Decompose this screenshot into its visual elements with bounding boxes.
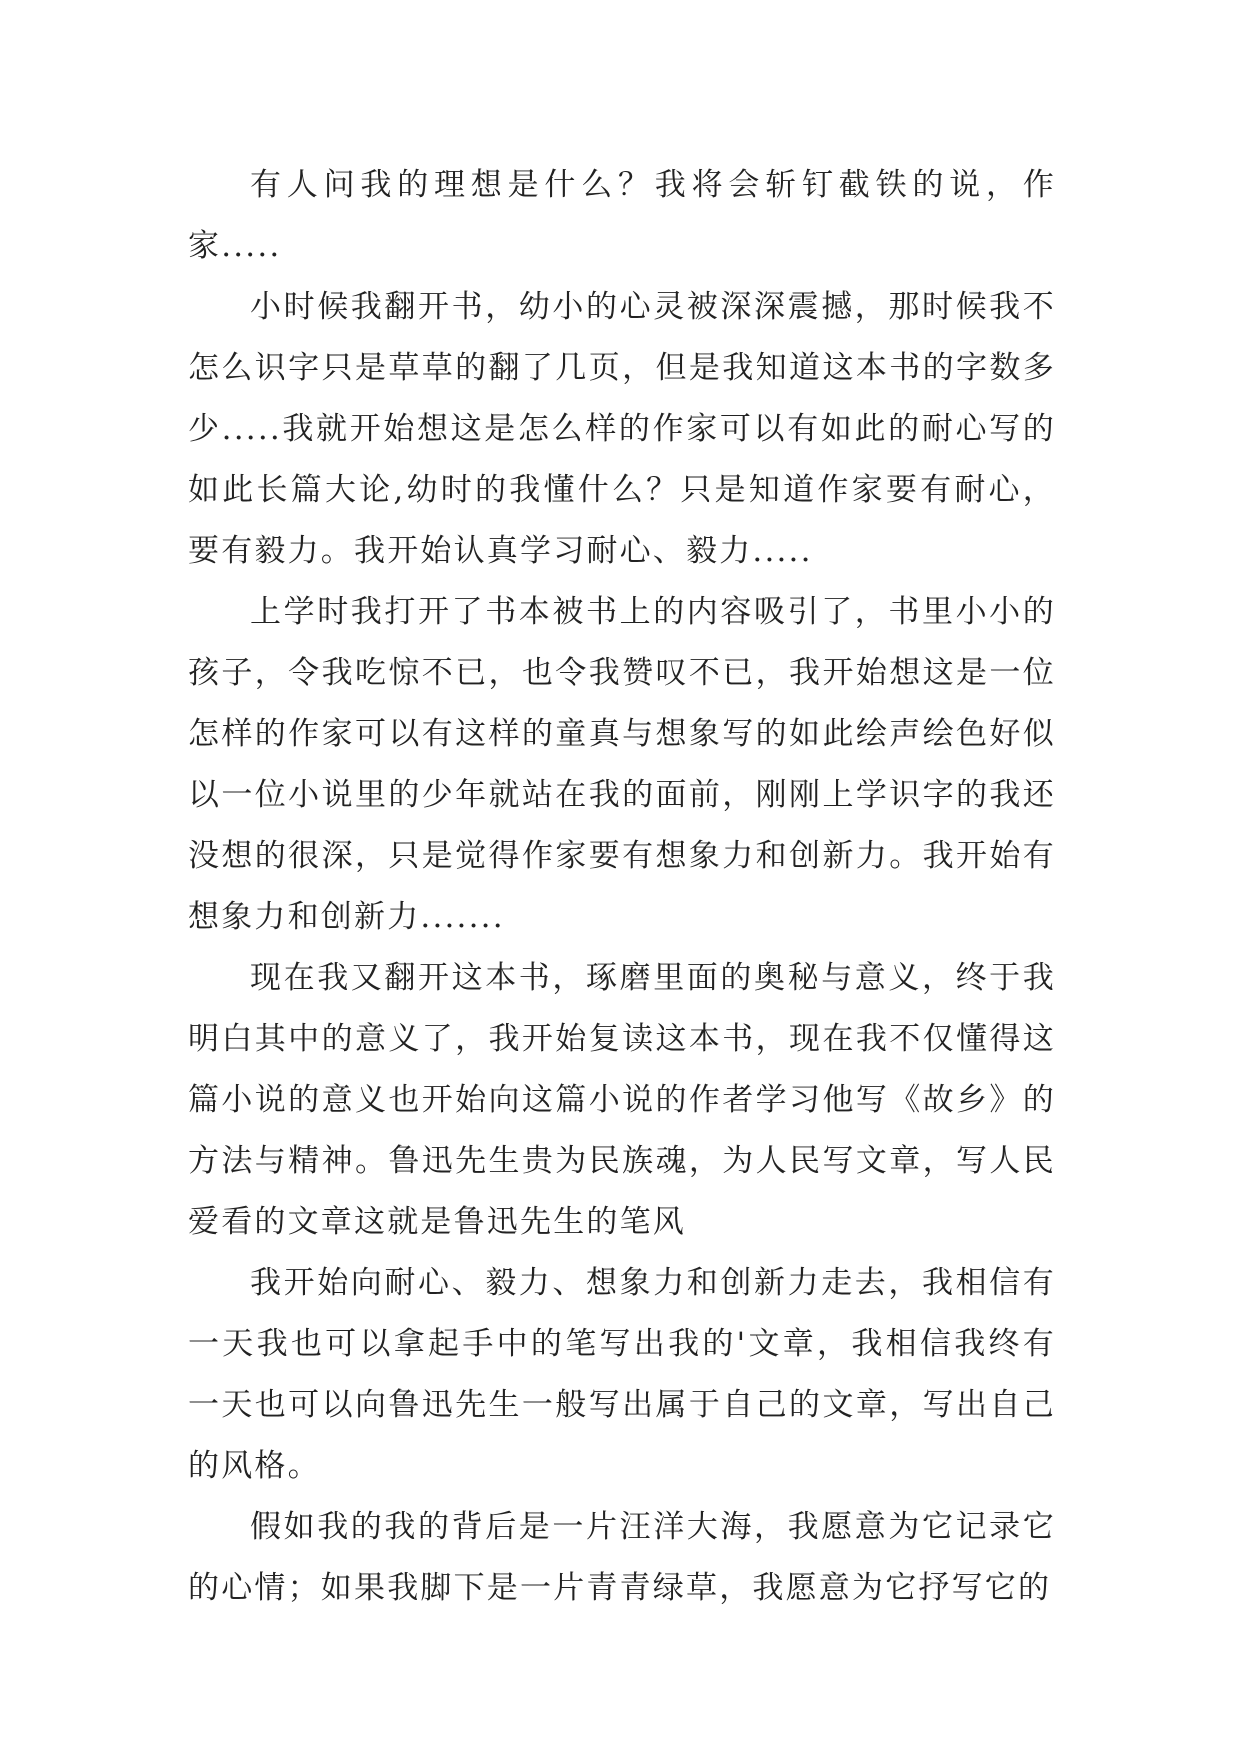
paragraph-2: 小时候我翻开书，幼小的心灵被深深震撼，那时候我不怎么识字只是草草的翻了几页，但是我知道这本书的字数多少.....我就开始想这是怎么样的作家可以有如此的耐心写的如此长篇大论,幼时的我懂什么？只是知道作家要有耐心，要有毅力。我开始认真学习耐心、毅力..... [188, 289, 1056, 569]
paragraph-3: 上学时我打开了书本被书上的内容吸引了，书里小小的孩子，令我吃惊不已，也令我赞叹不已，我开始想这是一位怎样的作家可以有这样的童真与想象写的如此绘声绘色好似以一位小说里的少年就站在我的面前，刚刚上学识字的我还没想的很深，只是觉得作家要有想象力和创新力。我开始有想象力和创新力....... [188, 594, 1056, 935]
paragraph-4: 现在我又翻开这本书，琢磨里面的奥秘与意义，终于我明白其中的意义了，我开始复读这本书，现在我不仅懂得这篇小说的意义也开始向这篇小说的作者学习他写《故乡》的方法与精神。鲁迅先生贵为民族魂，为人民写文章，写人民爱看的文章这就是鲁迅先生的笔风 [188, 960, 1056, 1240]
paragraph-6: 假如我的我的背后是一片汪洋大海，我愿意为它记录它的心情；如果我脚下是一片青青绿草，我愿意为它抒写它的 [188, 1509, 1056, 1606]
essay-body [188, 155, 1056, 1619]
paragraph-5: 我开始向耐心、毅力、想象力和创新力走去，我相信有一天我也可以拿起手中的笔写出我的'文章，我相信我终有一天也可以向鲁迅先生一般写出属于自己的文章，写出自己的风格。 [188, 1265, 1056, 1484]
paragraph-1: 有人问我的理想是什么？我将会斩钉截铁的说，作家..... [188, 167, 1056, 264]
